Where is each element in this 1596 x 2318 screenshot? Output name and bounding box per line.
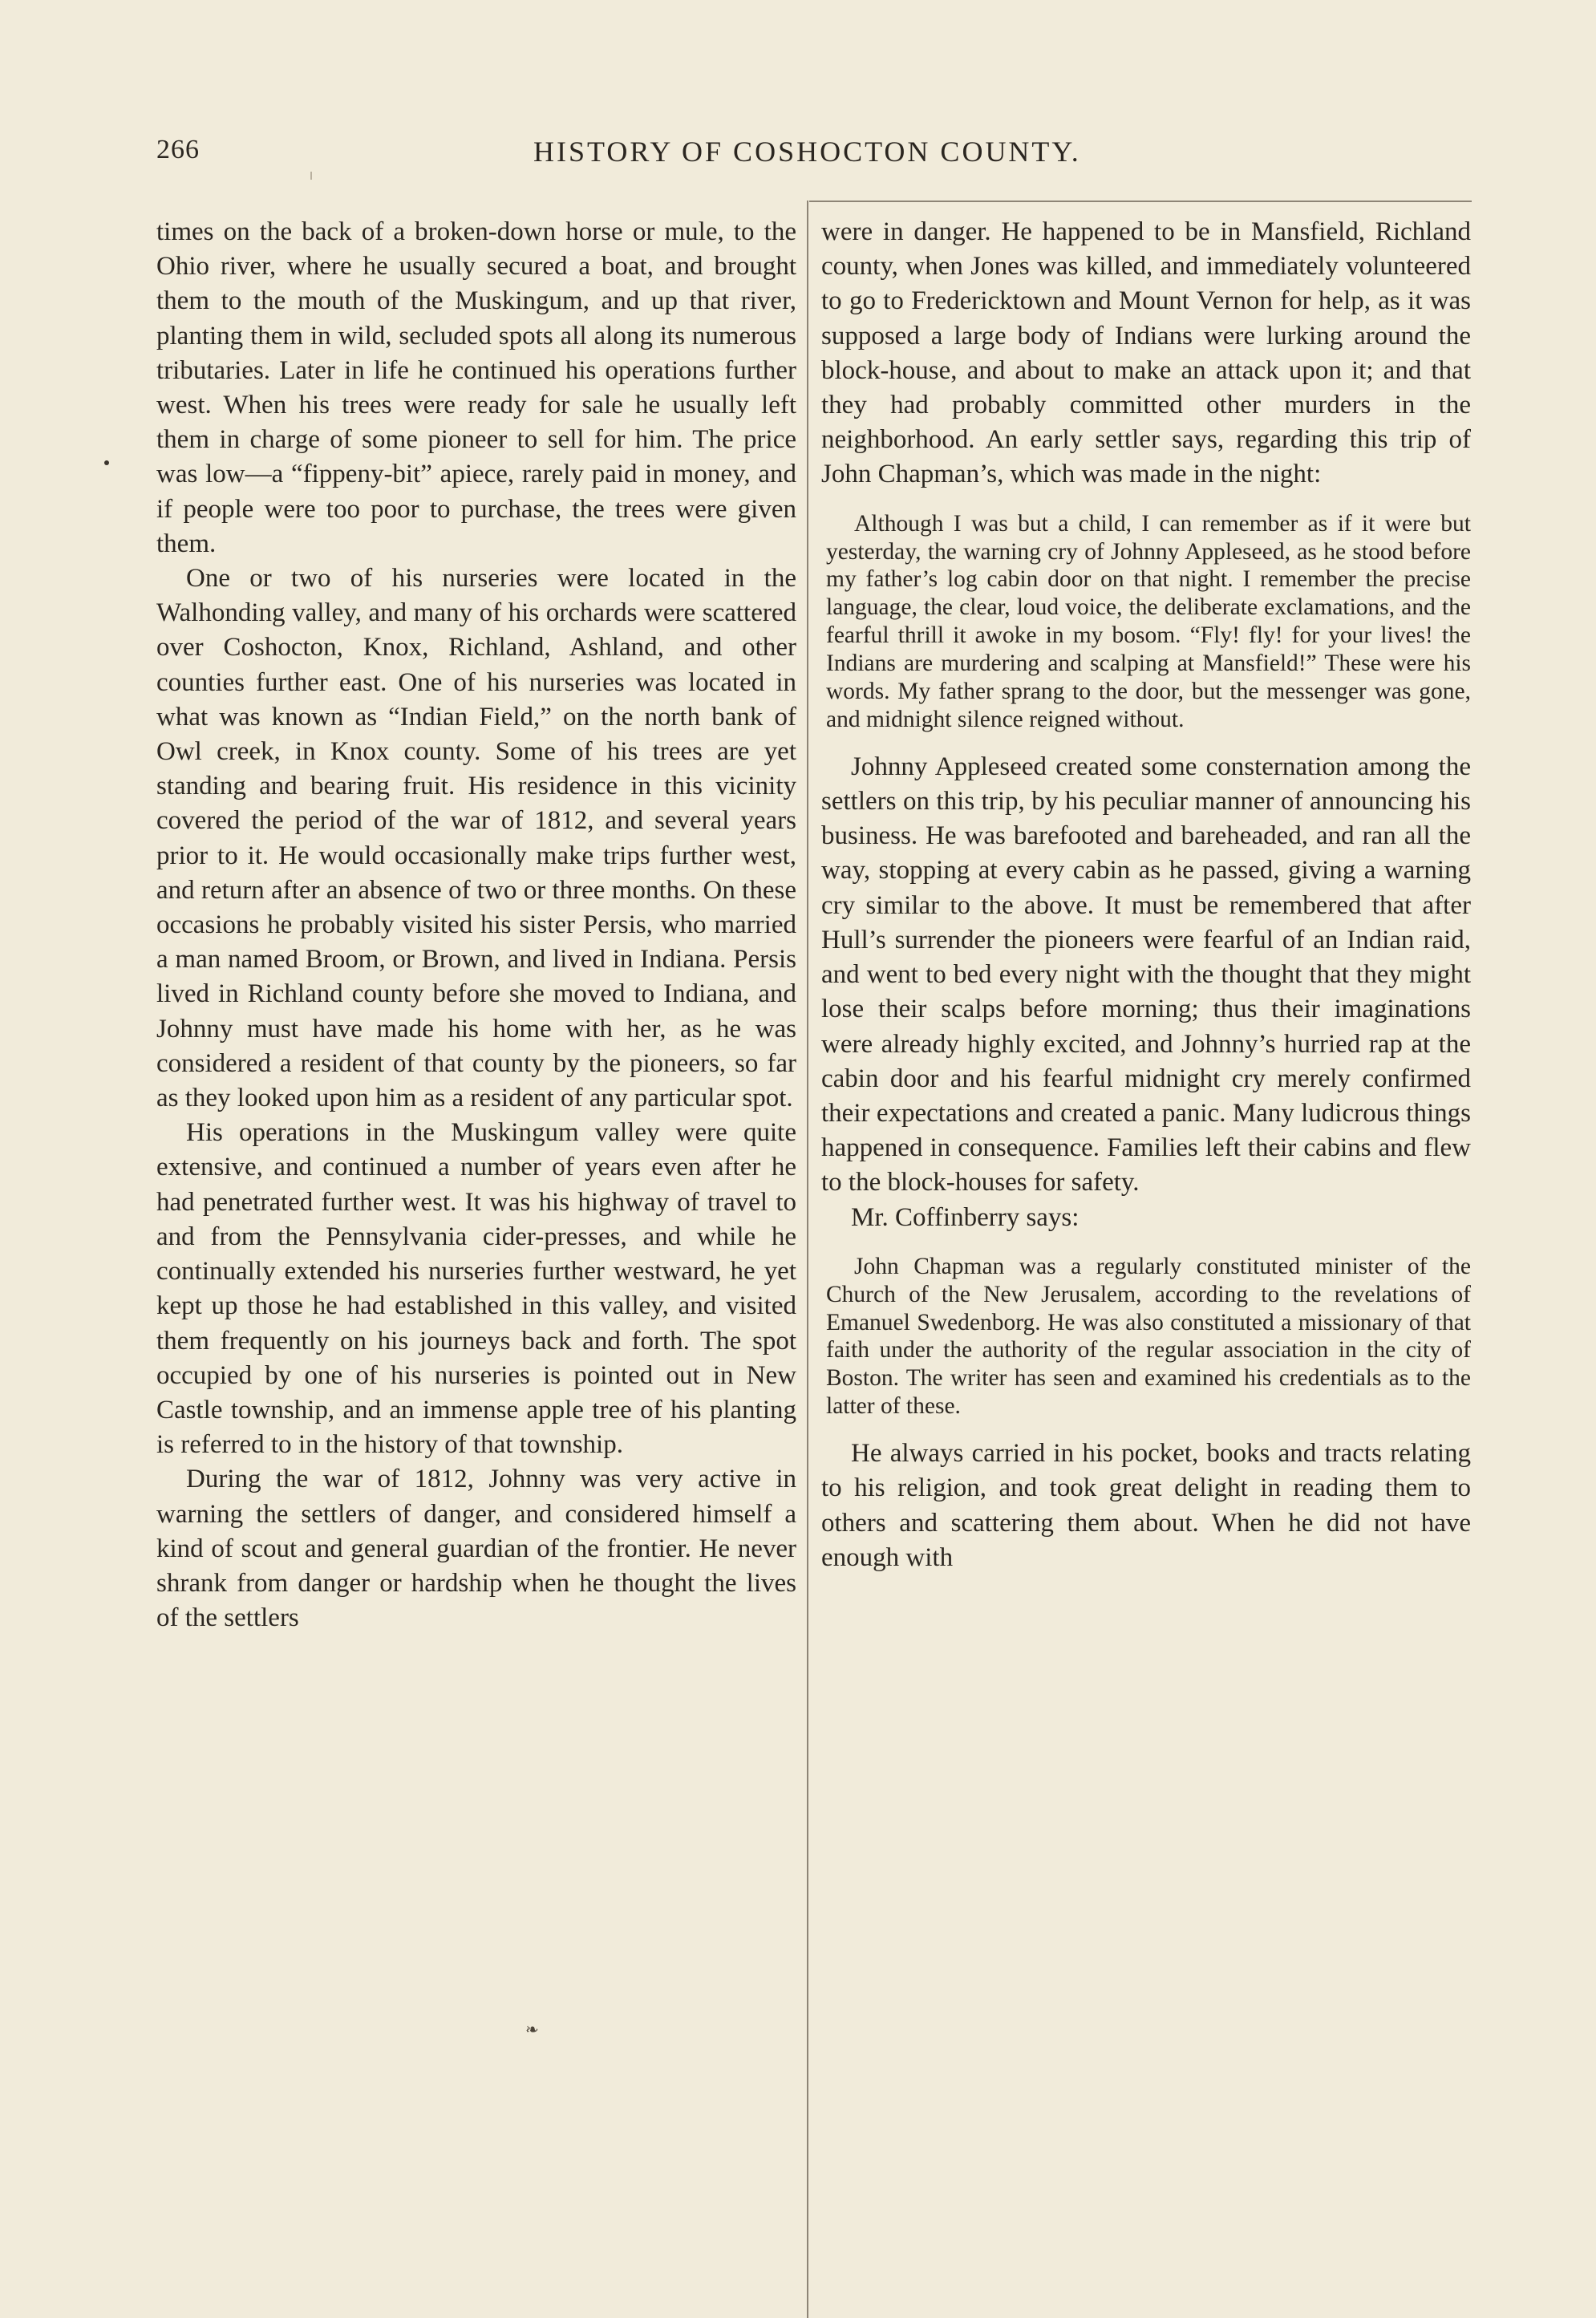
left-paragraph-3: His operations in the Muskingum valley were quite extensive, and continued a number of years even after he had penetrated further west. It was his highway of travel to and from the Pennsylvania cider-presses, and while he continually extended his nurseries further westward, he yet kept up those he had established in this valley, and visited them frequently on his journeys back and forth. The spot occupied by one of his nurseries is pointed out in New Castle township, and an immense apple tree of his planting is referred to in the history of that township. [156, 1118, 796, 1460]
running-title: HISTORY OF COSHOCTON COUNTY. [533, 136, 1081, 168]
gutter-tick [310, 172, 312, 180]
right-paragraph-2: Johnny Appleseed created some consternation among the settlers on this trip, by his peculiar manner of announcing his business. He was barefooted and bareheaded, and ran all the way, stopping at every cabin as he passed, giving a warning cry similar to the above. It must be remembered that after Hull’s surrender the pioneers were fearful of an Indian raid, and went to bed every night with the thought that they might lose their scalps before morning; thus their imaginations were already highly excited, and Johnny’s hurried rap at the cabin door and his fearful midnight cry merely confirmed their expectations and created a panic. Many ludicrous things happened in consequence. Families left their cabins and flew to the block-houses for safety. [821, 752, 1471, 1197]
block-quote-coffinberry: John Chapman was a regularly constituted minister of the Church of the New Jerusalem, according to the revelations of Emanuel Swedenborg. He was also constituted a missionary of that faith under the authority of the regular association in the city of Boston. The writer has seen and examined his credentials as to the latter of these. [826, 1253, 1471, 1420]
column-divider [807, 201, 808, 2318]
left-paragraph-2: One or two of his nurseries were located in the Walhonding valley, and many of his orchards were scattered over Coshocton, Knox, Richland, Ashland, and other counties further east. One of his nurseries was located in what was known as “Indian Field,” on the north bank of Owl creek, in Knox county. Some of his trees are yet standing and bearing fruit. His residence in this vicinity covered the period of the war of 1812, and several years prior to it. He would occasionally make trips further west, and return after an absence of two or three months. On these occasions he probably visited his sister Persis, who married a man named Broom, or Brown, and lived in Indiana. Persis lived in Richland county before she moved to Indiana, and Johnny must have made his home with her, as he was considered a resident of that county by the pioneers, so far as they looked upon him as a resident of any particular spot. [156, 564, 796, 1113]
left-paragraph-1: times on the back of a broken-down horse or mule, to the Ohio river, where he usually secured a boat, and brought them to the mouth of the Muskingum, and up that river, planting them in wild, secluded spots all along its numerous tributaries. Later in life he continued his operations further west. When his trees were ready for sale he usually left them in charge of some pioneer to sell for him. The price was low—a “fippeny-bit” apiece, rarely paid in money, and if people were too poor to purchase, the trees were given them. [156, 217, 796, 558]
right-column [821, 215, 1471, 1575]
page-header [156, 135, 1472, 180]
margin-dot [104, 460, 109, 465]
left-paragraph-4: During the war of 1812, Johnny was very active in warning the settlers of danger, and considered himself a kind of scout and general guardian of the frontier. He never shrank from danger or hardship when he thought the lives of the settlers [156, 1465, 796, 1633]
right-paragraph-3: Mr. Coffinberry says: [851, 1202, 1080, 1232]
column-top-rule [809, 201, 1472, 202]
page-end-mark: ❧ [525, 2021, 539, 2039]
right-paragraph-1: were in danger. He happened to be in Mansfield, Richland county, when Jones was killed, and immediately volunteered to go to Fredericktown and Mount Vernon for help, as it was supposed a large body of Indians were lurking around the block-house, and about to make an attack upon it; and that they had probably committed other murders in the neighborhood. An early settler says, regarding this trip of John Chapman’s, which was made in the night: [821, 217, 1471, 489]
left-column [156, 215, 796, 1635]
page-number: 266 [156, 135, 200, 164]
right-paragraph-4: He always carried in his pocket, books and tracts relating to his religion, and took great delight in reading them to others and scattering them about. When he did not have enough with [821, 1439, 1471, 1572]
block-quote-settler: Although I was but a child, I can remember as if it were but yesterday, the warning cry of Johnny Appleseed, as he stood before my father’s log cabin door on that night. I remember the precise language, the clear, loud voice, the deliberate exclamations, and the fearful thrill it awoke in my bosom. “Fly! fly! for your lives! the Indians are murdering and scalping at Mansfield!” These were his words. My father sprang to the door, but the messenger was gone, and midnight silence reigned without. [826, 510, 1471, 732]
